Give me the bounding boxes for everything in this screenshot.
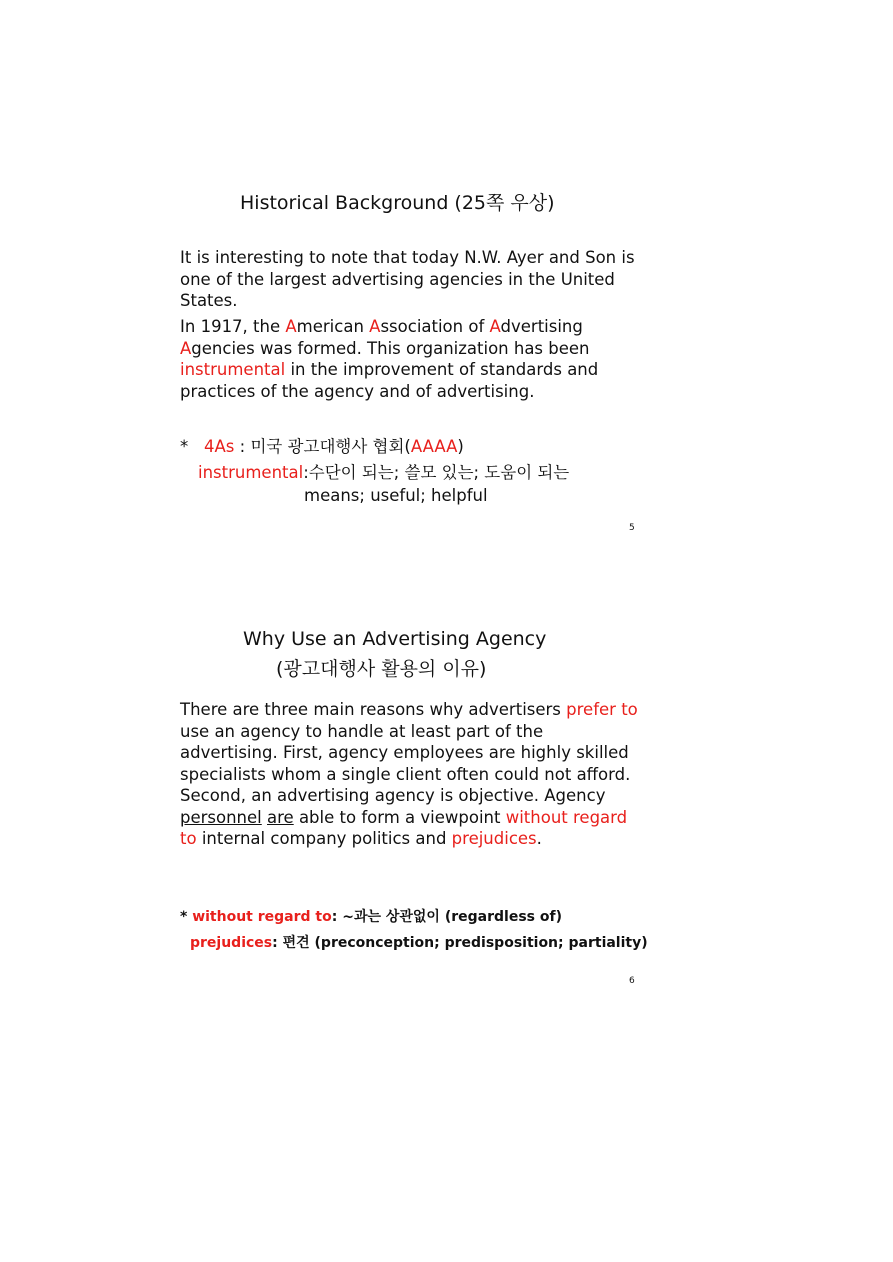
bullet: * (180, 909, 193, 925)
highlight-letter: A (180, 338, 192, 358)
vocab-definition: : 편견 (preconception; predisposition; partiality) (272, 935, 648, 951)
text-span: . (536, 829, 542, 848)
slide-title: Why Use an Advertising Agency (243, 628, 547, 650)
page-number: 6 (629, 976, 635, 986)
vocab-abbr: AAAA (410, 437, 458, 456)
underlined-word: are (267, 807, 294, 827)
vocab-note (190, 932, 648, 952)
highlight-word: without regard to (180, 807, 628, 848)
highlight-word: instrumental (180, 360, 286, 379)
slide-subtitle: (광고대행사 활용의 이유) (276, 658, 487, 680)
highlight-word: prefer to (566, 700, 638, 719)
text-span: merican (296, 317, 370, 336)
vocab-term: instrumental (198, 463, 304, 482)
vocab-term: without regard to (192, 909, 332, 925)
vocab-note (198, 459, 569, 483)
highlight-letter: A (489, 317, 501, 336)
paragraph (180, 699, 638, 850)
slide-title: Historical Background (25쪽 우상) (240, 192, 555, 214)
bullet: * (180, 437, 189, 456)
vocab-note (180, 906, 562, 926)
highlight-letter: A (285, 317, 297, 336)
text-span: ) (457, 437, 464, 456)
text-span: gencies was formed. This organization has been (191, 338, 590, 358)
vocab-term: 4As (204, 437, 235, 456)
vocab-term: prejudices (190, 935, 273, 951)
vocab-definition: : ~과는 상관없이 (regardless of) (331, 909, 562, 925)
text-span: in the improvement of standards and practices of the agency and of advertising. (180, 360, 599, 401)
text-span: In 1917, the (180, 317, 286, 336)
page-number: 5 (629, 523, 635, 533)
text-span: able to form a viewpoint (293, 807, 506, 827)
vocab-note (180, 433, 464, 457)
highlight-word: prejudices (451, 829, 537, 848)
vocab-translation: means; useful; helpful (304, 486, 488, 505)
text-span: use an agency to handle at least part of the advertising. First, agency employees are highly skilled specialists whom a single client often could not afford. Second, an advertising agency is objective. Agency (180, 721, 631, 805)
underlined-word: personnel (180, 807, 262, 827)
vocab-definition: : 미국 광고대행사 협회( (234, 437, 411, 456)
vocab-definition: :수단이 되는; 쓸모 있는; 도움이 되는 (303, 463, 570, 482)
text-span: There are three main reasons why advertisers (180, 700, 567, 719)
text-span: ssociation of (380, 317, 490, 336)
paragraph: It is interesting to note that today N.W. Ayer and Son is one of the largest advertising agencies in the United States. (180, 248, 635, 310)
highlight-letter: A (369, 317, 381, 336)
paragraph (180, 316, 650, 402)
text-span: internal company politics and (196, 829, 452, 848)
text-span: dvertising (500, 317, 583, 336)
